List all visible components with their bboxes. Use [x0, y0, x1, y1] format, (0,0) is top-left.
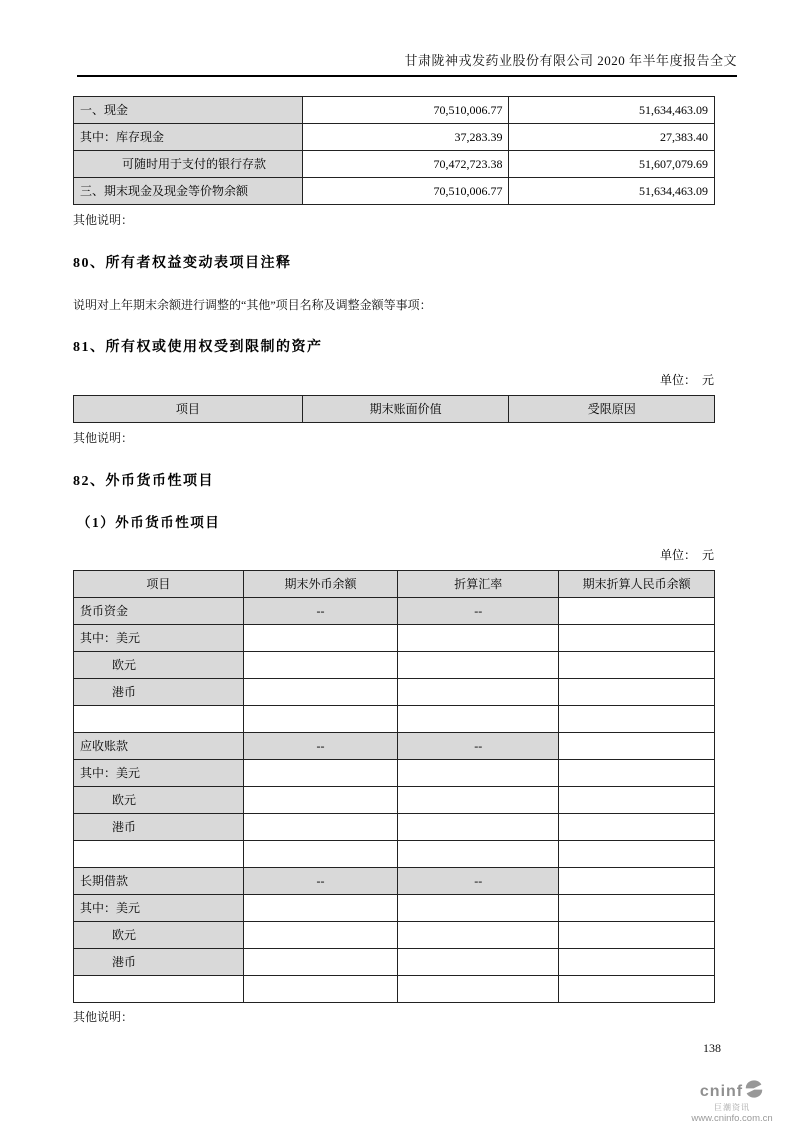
fc-balance-cell: --	[243, 598, 398, 625]
rmb-balance-cell	[559, 706, 715, 733]
table-row	[74, 625, 715, 652]
table-row	[74, 178, 715, 205]
rmb-balance-cell	[559, 868, 715, 895]
other-note: 其他说明：	[73, 1010, 134, 1024]
item-label-cell	[74, 976, 244, 1003]
fc-balance-cell	[243, 706, 398, 733]
item-label-cell: 其中：库存现金	[74, 124, 303, 151]
item-label-cell: 港币	[74, 814, 244, 841]
item-label-cell: 应收账款	[74, 733, 244, 760]
report-title: 甘肃陇神戎发药业股份有限公司 2020 年半年度报告全文	[404, 53, 737, 68]
table-row	[74, 97, 715, 124]
fc-balance-cell	[243, 976, 398, 1003]
column-header-cell: 项目	[74, 571, 244, 598]
table-row	[74, 922, 715, 949]
exchange-rate-cell: --	[398, 598, 559, 625]
restricted-assets-table	[73, 395, 715, 423]
other-note: 其他说明：	[73, 213, 134, 227]
table-row	[74, 868, 715, 895]
fc-balance-cell	[243, 679, 398, 706]
rmb-balance-cell	[559, 976, 715, 1003]
table-row	[74, 787, 715, 814]
section-82-heading: 82、外币货币性项目	[73, 474, 214, 489]
item-label-cell: 货币资金	[74, 598, 244, 625]
item-label-cell: 欧元	[74, 922, 244, 949]
rmb-balance-cell	[559, 733, 715, 760]
column-header-cell: 项目	[74, 396, 303, 423]
current-amount-cell: 70,510,006.77	[302, 178, 509, 205]
page-number: 138	[703, 1041, 721, 1055]
report-header	[77, 0, 737, 77]
cash-table-body	[74, 97, 715, 205]
item-label-cell: 欧元	[74, 652, 244, 679]
exchange-rate-cell	[398, 625, 559, 652]
section-80-heading: 80、所有者权益变动表项目注释	[73, 256, 292, 271]
exchange-rate-cell	[398, 895, 559, 922]
table-row	[74, 124, 715, 151]
cninfo-logo-icon	[744, 1080, 764, 1103]
column-header-cell: 期末外币余额	[243, 571, 398, 598]
table-row	[74, 841, 715, 868]
fc-balance-cell	[243, 625, 398, 652]
unit-label: 单位： 元	[659, 548, 714, 562]
exchange-rate-cell	[398, 787, 559, 814]
other-note: 其他说明：	[73, 431, 134, 445]
exchange-rate-cell	[398, 949, 559, 976]
restricted-table-header-row	[74, 396, 715, 423]
column-header-cell: 折算汇率	[398, 571, 559, 598]
cash-equivalents-table	[73, 96, 715, 205]
item-label-cell: 港币	[74, 949, 244, 976]
fc-balance-cell	[243, 922, 398, 949]
item-label-cell	[74, 706, 244, 733]
fc-balance-cell	[243, 652, 398, 679]
item-label-cell: 其中：美元	[74, 625, 244, 652]
previous-amount-cell: 27,383.40	[509, 124, 715, 151]
previous-amount-cell: 51,634,463.09	[509, 178, 715, 205]
exchange-rate-cell: --	[398, 868, 559, 895]
exchange-rate-cell	[398, 922, 559, 949]
fx-table-header-row	[74, 571, 715, 598]
exchange-rate-cell	[398, 760, 559, 787]
column-header-cell: 期末账面价值	[302, 396, 509, 423]
table-row	[74, 814, 715, 841]
fx-table-body	[74, 598, 715, 1003]
exchange-rate-cell	[398, 652, 559, 679]
exchange-rate-cell	[398, 679, 559, 706]
cninfo-caption: 巨潮资讯	[714, 1102, 750, 1112]
table-row	[74, 679, 715, 706]
section-80-note: 说明对上年期末余额进行调整的“其他”项目名称及调整金额等事项：	[73, 298, 432, 312]
fc-balance-cell	[243, 895, 398, 922]
rmb-balance-cell	[559, 841, 715, 868]
current-amount-cell: 37,283.39	[302, 124, 509, 151]
foreign-currency-table	[73, 570, 715, 1003]
table-row	[74, 706, 715, 733]
cninfo-wordmark: cninf	[699, 1082, 744, 1100]
item-label-cell: 欧元	[74, 787, 244, 814]
exchange-rate-cell: --	[398, 733, 559, 760]
rmb-balance-cell	[559, 625, 715, 652]
rmb-balance-cell	[559, 814, 715, 841]
fc-balance-cell	[243, 841, 398, 868]
rmb-balance-cell	[559, 787, 715, 814]
page-content	[73, 96, 714, 1025]
item-label-cell: 港币	[74, 679, 244, 706]
table-row	[74, 652, 715, 679]
exchange-rate-cell	[398, 841, 559, 868]
rmb-balance-cell	[559, 895, 715, 922]
item-label-cell: 可随时用于支付的银行存款	[74, 151, 303, 178]
table-row	[74, 733, 715, 760]
rmb-balance-cell	[559, 679, 715, 706]
item-label-cell: 其中：美元	[74, 895, 244, 922]
item-label-cell: 三、期末现金及现金等价物余额	[74, 178, 303, 205]
table-row	[74, 598, 715, 625]
previous-amount-cell: 51,634,463.09	[509, 97, 715, 124]
item-label-cell: 长期借款	[74, 868, 244, 895]
fc-balance-cell: --	[243, 733, 398, 760]
cninfo-brand-row	[677, 1080, 787, 1103]
rmb-balance-cell	[559, 922, 715, 949]
section-82-1-heading: （1）外币货币性项目	[77, 515, 221, 530]
unit-label: 单位： 元	[659, 373, 714, 387]
column-header-cell: 受限原因	[509, 396, 715, 423]
table-row	[74, 895, 715, 922]
table-row	[74, 760, 715, 787]
rmb-balance-cell	[559, 949, 715, 976]
current-amount-cell: 70,472,723.38	[302, 151, 509, 178]
item-label-cell: 一、现金	[74, 97, 303, 124]
exchange-rate-cell	[398, 706, 559, 733]
fc-balance-cell	[243, 787, 398, 814]
previous-amount-cell: 51,607,079.69	[509, 151, 715, 178]
rmb-balance-cell	[559, 598, 715, 625]
column-header-cell: 期末折算人民币余额	[559, 571, 715, 598]
table-row	[74, 949, 715, 976]
rmb-balance-cell	[559, 652, 715, 679]
item-label-cell	[74, 841, 244, 868]
table-row	[74, 976, 715, 1003]
fc-balance-cell: --	[243, 868, 398, 895]
exchange-rate-cell	[398, 976, 559, 1003]
current-amount-cell: 70,510,006.77	[302, 97, 509, 124]
exchange-rate-cell	[398, 814, 559, 841]
fc-balance-cell	[243, 949, 398, 976]
section-81-heading: 81、所有权或使用权受到限制的资产	[73, 340, 323, 355]
cninfo-watermark	[677, 1080, 787, 1122]
fc-balance-cell	[243, 814, 398, 841]
item-label-cell: 其中：美元	[74, 760, 244, 787]
rmb-balance-cell	[559, 760, 715, 787]
table-row	[74, 151, 715, 178]
cninfo-url: www.cninfo.com.cn	[691, 1113, 773, 1122]
fc-balance-cell	[243, 760, 398, 787]
